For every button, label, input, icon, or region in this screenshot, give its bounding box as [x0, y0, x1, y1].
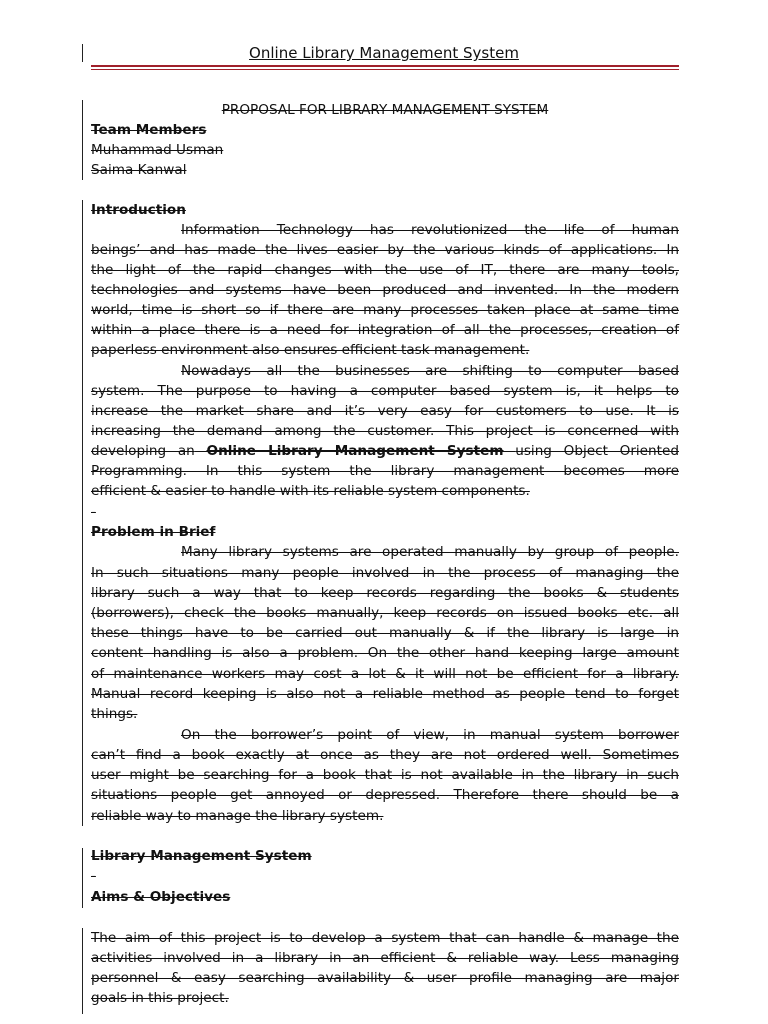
- change-bar: [82, 200, 83, 826]
- text-run: using Object Oriented: [515, 443, 679, 459]
- team-heading: Team Members: [91, 122, 207, 138]
- paragraph-line: goals in this project.: [91, 990, 229, 1006]
- paragraph-line: increasing the demand among the customer. This project is concerned with: [91, 423, 679, 439]
- lms-heading: Library Management System: [91, 848, 312, 864]
- paragraph-line: activities involved in a library in an efficient & reliable way. Less managing: [91, 950, 679, 966]
- paragraph-line: Programming. In this system the library management becomes more: [91, 463, 679, 479]
- team-member: Muhammad Usman: [91, 142, 224, 158]
- paragraph-line: On the borrower’s point of view, in manual system borrower: [181, 727, 679, 743]
- paragraph-line: can’t find a book exactly at once as they are not ordered well. Sometimes: [91, 747, 679, 763]
- paragraph-line: world, time is short so if there are many processes taken place at same time: [91, 302, 679, 318]
- paragraph-line: library such a way that to keep records regarding the books & students: [91, 585, 679, 601]
- paragraph-line: beings’ and has made the lives easier by the various kinds of applications. In: [91, 242, 679, 258]
- proposal-title: PROPOSAL FOR LIBRARY MANAGEMENT SYSTEM: [221, 102, 549, 118]
- header-title: Online Library Management System: [249, 44, 519, 62]
- change-bar: [82, 100, 83, 180]
- aims-heading: Aims & Objectives: [91, 889, 231, 905]
- paragraph-line: the light of the rapid changes with the use of IT, there are many tools,: [91, 262, 679, 278]
- paragraph-line: Information Technology has revolutionized the life of human: [181, 222, 679, 238]
- paragraph-line: (borrowers), check the books manually, keep records on issued books etc. all: [91, 605, 679, 621]
- paragraph-line: Nowadays all the businesses are shifting to computer based: [181, 363, 679, 379]
- paragraph-line: user might be searching for a book that is not available in the library in such: [91, 767, 679, 783]
- paragraph-line: Many library systems are operated manually by group of people.: [181, 544, 679, 560]
- stray-dash: -: [91, 868, 96, 884]
- stray-dash: -: [91, 504, 96, 520]
- text-run: developing an: [91, 443, 195, 459]
- paragraph-line: situations people get annoyed or depressed. Therefore there should be a: [91, 787, 679, 803]
- paragraph-line: technologies and systems have been produced and invented. In the modern: [91, 282, 679, 298]
- header-rule: [91, 65, 679, 67]
- problem-heading: Problem in Brief: [91, 524, 216, 540]
- header-rule-thin: [91, 69, 679, 70]
- paragraph-line: system. The purpose to having a computer based system is, it helps to: [91, 383, 679, 399]
- paragraph-line: personnel & easy searching availability & user profile managing are major: [91, 970, 679, 986]
- emphasis-text: Online Library Management System: [206, 443, 504, 459]
- paragraph-line: these things have to be carried out manually & if the library is large in: [91, 625, 679, 641]
- introduction-heading: Introduction: [91, 202, 186, 218]
- team-member: Saima Kanwal: [91, 162, 187, 178]
- paragraph-line: paperless environment also ensures efficient task management.: [91, 342, 530, 358]
- paragraph-line: The aim of this project is to develop a system that can handle & manage the: [91, 930, 679, 946]
- paragraph-line: Manual record keeping is also not a reliable method as people tend to forget: [91, 686, 679, 702]
- paragraph-line: content handling is also a problem. On the other hand keeping large amount: [91, 645, 679, 661]
- paragraph-line: things.: [91, 706, 138, 722]
- change-bar: [82, 928, 83, 1014]
- paragraph-line: efficient & easier to handle with its reliable system components.: [91, 483, 530, 499]
- paragraph-line: reliable way to manage the library system.: [91, 808, 384, 824]
- change-bar: [82, 848, 83, 908]
- paragraph-line-mixed: [91, 441, 679, 461]
- paragraph-line: within a place there is a need for integration of all the processes, creation of: [91, 322, 679, 338]
- paragraph-line: increase the market share and it’s very easy for customers to use. It is: [91, 403, 679, 419]
- paragraph-line: In such situations many people involved in the process of managing the: [91, 565, 679, 581]
- paragraph-line: of maintenance workers may cost a lot & it will not be efficient for a library.: [91, 666, 679, 682]
